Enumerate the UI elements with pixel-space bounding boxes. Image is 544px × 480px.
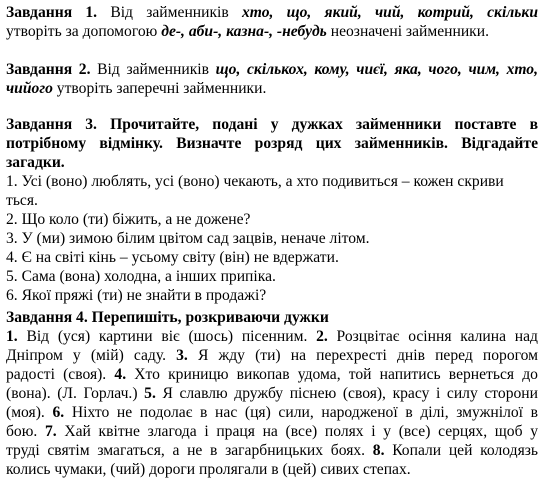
task1-line2 (6, 22, 538, 41)
task2-title: Завдання 2. (6, 61, 91, 78)
task3-line3: загадки. (6, 154, 65, 171)
task1-line1 (6, 3, 538, 22)
riddle-1: 1. Усі (воно) люблять, усі (воно) чекають, а хто подивиться – кожен скриви (6, 173, 504, 190)
riddle-1-cont: ться. (6, 192, 38, 209)
task4-title: Завдання 4. Перепишіть, розкриваючи дужки (6, 309, 329, 326)
riddle-6: 6. Якої пряжі (ти) не знайти в продажі? (6, 287, 267, 304)
task4-line8: колись чумаки, (чий) дороги пролягали в (цей) сивих степах. (6, 461, 411, 478)
task3-line2: потрібному відмінку. Визначте розряд цих займенників. Відгадайте (6, 135, 538, 152)
task1-text1: Від займенників (110, 4, 229, 21)
task2-pronouns: що, скількох, кому, чиєї, яка, чого, чим, хто, (215, 61, 538, 78)
task4-line3: радості (своя). 4. Хто криницю викопав удома, той напитись вернеться до (6, 366, 538, 383)
riddle-4: 4. Є на світі кінь – усьому світу (він) не вдержати. (6, 249, 339, 266)
riddle-3: 3. У (ми) зимою білим цвітом сад зацвів, неначе літом. (6, 230, 370, 247)
task1-title: Завдання 1. (6, 4, 98, 21)
task4-line6: бою. 7. Хай квітне злагода і праця на (все) полях і у (все) серцях, щоб у (6, 423, 538, 440)
task4-line7: труді святім змагаться, а не в загарбницьких боях. 8. Копали цей колодязь (6, 442, 538, 459)
task1-text3: неозначені займенники. (330, 23, 489, 40)
task1-affixes: де-, аби-, казна-, -небудь (161, 23, 327, 40)
task2-text2: утворіть заперечні займенники. (56, 80, 267, 97)
task4-line1: 1. Від (уся) картини віє (шось) пісенним. 2. Розцвітає осіння калина над (6, 328, 538, 345)
riddle-2: 2. Що коло (ти) біжить, а не дожене? (6, 211, 251, 228)
task2-pronoun-last: чийого (6, 80, 53, 97)
task4-line2: Дніпром у (мій) саду. 3. Я жду (ти) на перехресті днів перед порогом (6, 347, 538, 364)
task1-text2: утворіть за допомогою (6, 23, 158, 40)
riddle-5: 5. Сама (вона) холодна, а інших припіка. (6, 268, 276, 285)
task1-pronouns: хто, що, який, чий, котрий, скільки (241, 4, 538, 21)
task4-line4: (вона). (Л. Горлач.) 5. Я славлю дружбу піснею (своя), красу і силу сторони (6, 385, 538, 402)
task4-line5: (моя). 6. Ніхто не подолає в нас (ця) сили, народженої в ділі, змужнілої в (6, 404, 538, 421)
task2-line2 (6, 79, 538, 98)
task2-line1 (6, 60, 538, 79)
task3-line1: Завдання 3. Прочитайте, подані у дужках займенники поставте в (6, 116, 538, 133)
task2-text1: Від займенників (97, 61, 209, 78)
